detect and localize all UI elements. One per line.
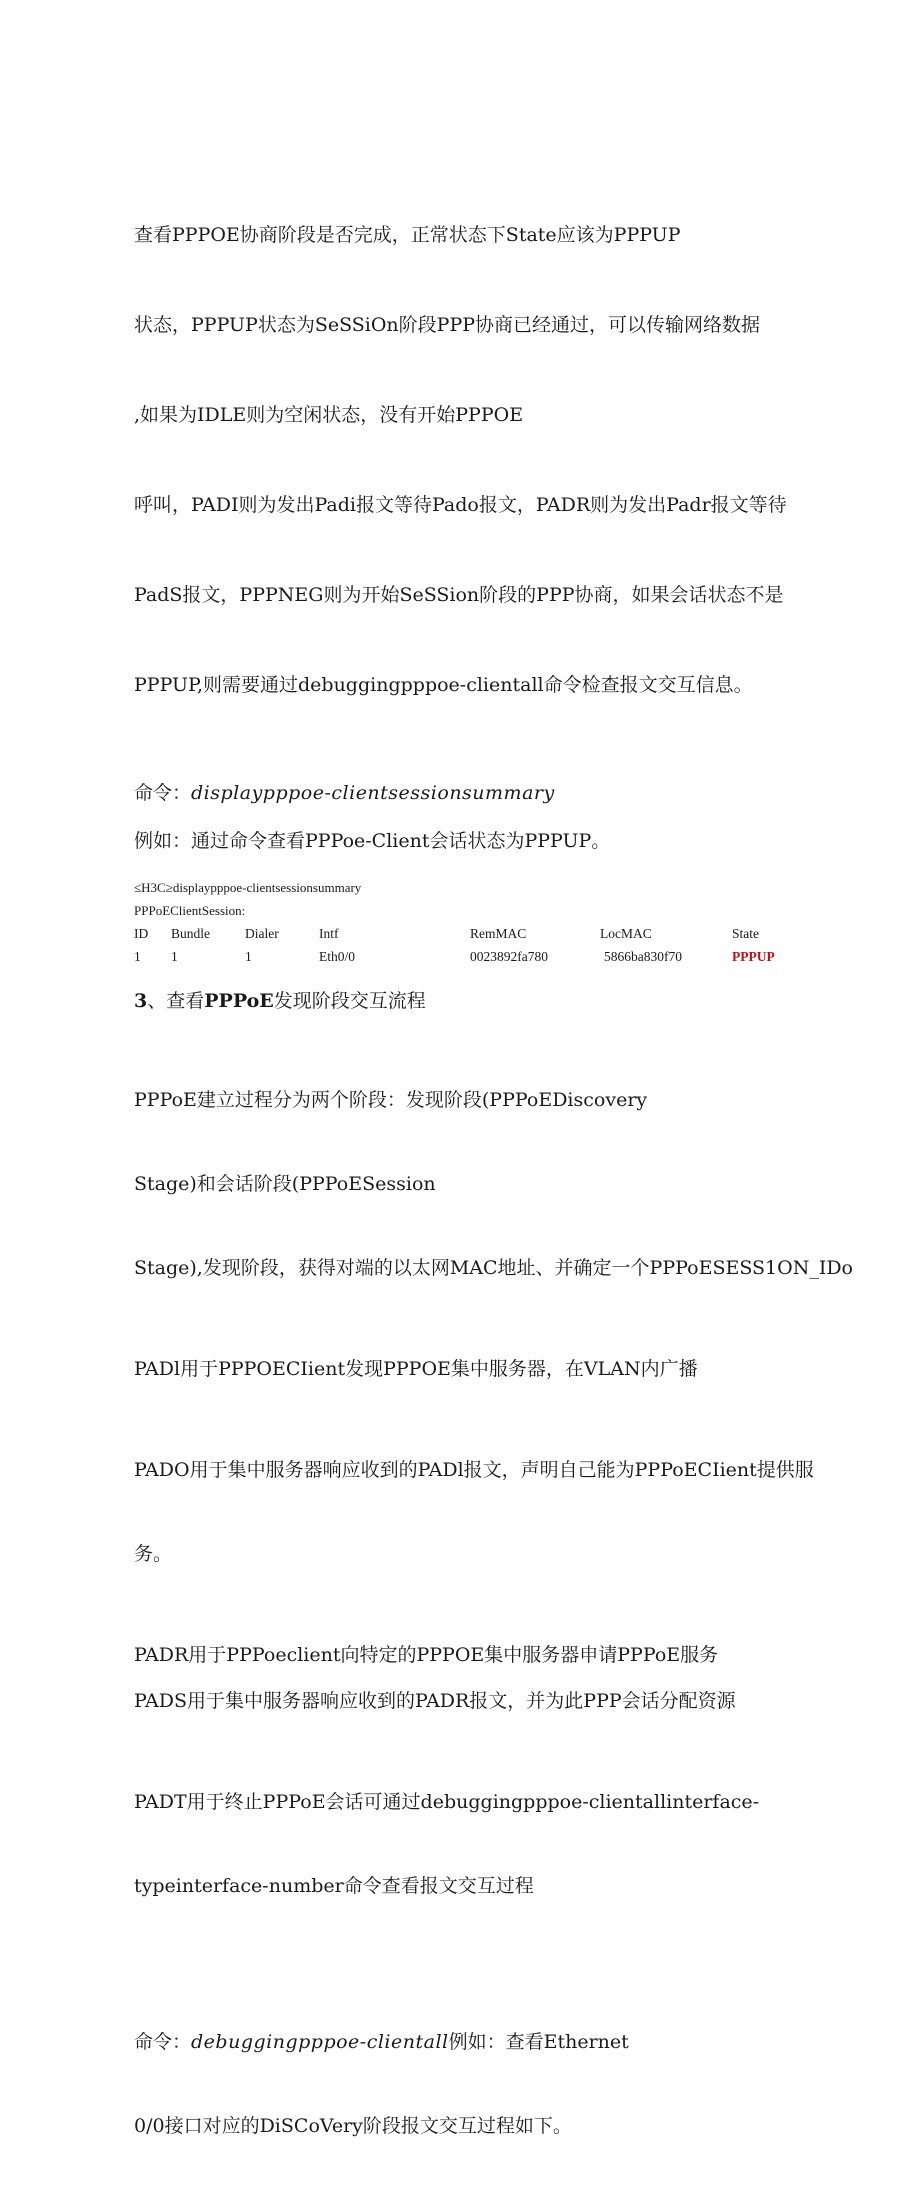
- command-line-2b: 0/0接口对应的DiSCoVery阶段报文交互过程如下。: [134, 2115, 572, 2137]
- session-table-header: [134, 922, 812, 945]
- pado-paragraph: [134, 1400, 834, 1624]
- console-prompt-line: ≤H3C≥displaypppoe-clientsessionsummary: [134, 880, 362, 895]
- section-title-pre: 查看: [166, 990, 205, 1012]
- command-label: 命令：: [134, 782, 192, 804]
- command-line-2: [134, 2028, 834, 2056]
- header-id: ID: [134, 926, 149, 941]
- session-table: [134, 922, 812, 968]
- header-state: State: [732, 926, 759, 941]
- stages-line: PPPoE建立过程分为两个阶段：发现阶段(PPPoEDiscovery: [134, 1089, 648, 1111]
- console-output: [134, 876, 834, 968]
- intro-line: ,如果为IDLE则为空闲状态，没有开始PPPOE: [134, 404, 524, 426]
- command-line-1: [134, 778, 834, 808]
- padt-line: typeinterface-number命令查看报文交互过程: [134, 1875, 534, 1897]
- padr-paragraph: PADR用于PPPoeclient向特定的PPPOE集中服务器申请PPPoE服务: [134, 1644, 719, 1666]
- cell-state: PPPUP: [732, 949, 775, 964]
- section-title-post: 发现阶段交互流程: [273, 990, 426, 1012]
- intro-paragraph: [134, 160, 834, 760]
- pado-line: 务。: [134, 1543, 173, 1565]
- intro-line: 查看PPPOE协商阶段是否完成，正常状态下State应该为PPPUP: [134, 224, 681, 246]
- stages-paragraph: [134, 1030, 853, 1338]
- cell-remmac: 0023892fa780: [470, 949, 548, 964]
- cell-id: 1: [134, 949, 141, 964]
- section-heading-3: [134, 986, 834, 1016]
- pads-paragraph: PADS用于集中服务器响应收到的PADR报文，并为此PPP会话分配资源: [134, 1690, 736, 1712]
- section-sep: 、: [147, 990, 167, 1012]
- cell-intf: Eth0/0: [319, 949, 355, 964]
- intro-line: 呼叫，PADI则为发出Padi报文等待Pado报文，PADR则为发出Padr报文等待: [134, 494, 787, 516]
- padt-line: PADT用于终止PPPoE会话可通过debuggingpppoe-clientallinterface-: [134, 1791, 760, 1813]
- header-locmac: LocMAC: [600, 926, 652, 941]
- stages-line: Stage)和会话阶段(PPPoESession: [134, 1173, 436, 1195]
- padi-paragraph: PADl用于PPPOECIient发现PPPOE集中服务器，在VLAN内广播: [134, 1358, 698, 1380]
- document-page: [134, 160, 853, 2196]
- intro-line: 状态，PPPUP状态为SeSSiOn阶段PPP协商已经通过，可以传输网络数据: [134, 314, 761, 336]
- command-text: displaypppoe-clientsessionsummary: [191, 782, 555, 804]
- cell-dialer: 1: [245, 949, 252, 964]
- example-line-1: 例如：通过命令查看PPPoe-Client会话状态为PPPUP。: [134, 830, 611, 852]
- console-session-title: PPPoEClientSession:: [134, 903, 246, 918]
- cell-locmac: 5866ba830f70: [604, 949, 682, 964]
- pado-line: PADO用于集中服务器响应收到的PADl报文，声明自己能为PPPoECIient提供服: [134, 1459, 814, 1481]
- section-title-keyword: PPPoE: [204, 990, 274, 1012]
- padt-paragraph: [134, 1732, 834, 1956]
- intro-line: PadS报文，PPPNEG则为开始SeSSion阶段的PPP协商，如果会话状态不是: [134, 584, 784, 606]
- command-text: debuggingpppoe-clientall: [191, 2031, 449, 2053]
- header-bundle: Bundle: [171, 926, 210, 941]
- header-remmac: RemMAC: [470, 926, 527, 941]
- section-number: 3: [134, 990, 148, 1012]
- header-dialer: Dialer: [245, 926, 279, 941]
- command-label: 命令：: [134, 2031, 192, 2053]
- cell-bundle: 1: [171, 949, 178, 964]
- table-row: [134, 945, 812, 968]
- command-example: 例如：查看Ethernet: [448, 2031, 629, 2053]
- header-intf: Intf: [319, 926, 339, 941]
- intro-line: PPPUP,则需要通过debuggingpppoe-clientall命令检查报文交互信息。: [134, 674, 753, 696]
- stages-line: Stage),发现阶段，获得对端的以太网MAC地址、并确定一个PPPoESESS1ON_IDo: [134, 1257, 853, 1279]
- command-paragraph-2: [134, 1972, 834, 2196]
